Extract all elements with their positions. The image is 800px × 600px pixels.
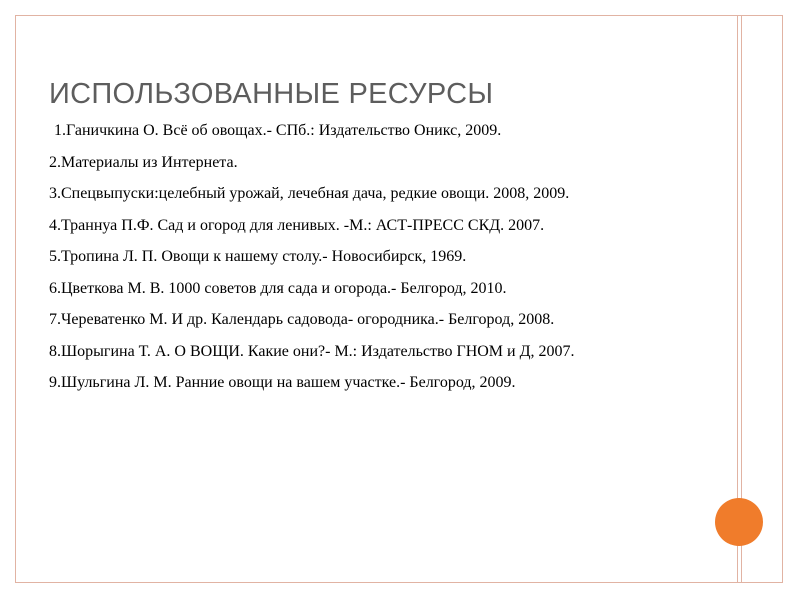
- resource-item: 3.Спецвыпуски:целебный урожай, лечебная дача, редкие овощи. 2008, 2009.: [49, 185, 570, 202]
- resource-item: 2.Материалы из Интернета.: [49, 153, 238, 171]
- resources-list: [49, 118, 575, 402]
- resource-item: 9.Шульгина Л. М. Ранние овощи на вашем участке.- Белгород, 2009.: [49, 374, 516, 391]
- resource-item: 1.Ганичкина О. Всё об овощах.- СПб.: Издательство Оникс, 2009.: [54, 122, 502, 139]
- orange-circle-decoration: [715, 498, 763, 546]
- resource-item: 5.Тропина Л. П. Овощи к нашему столу.- Новосибирск, 1969.: [49, 248, 467, 265]
- resource-item: 8.Шорыгина Т. А. О ВОЩИ. Какие они?- М.: Издательство ГНОМ и Д, 2007.: [49, 342, 575, 360]
- resource-item: 7.Череватенко М. И др. Календарь садовода- огородника.- Белгород, 2008.: [49, 311, 555, 328]
- accent-line-inner: [741, 16, 742, 582]
- slide-title: ИСПОЛЬЗОВАННЫЕ РЕСУРСЫ: [49, 78, 494, 110]
- resource-item: 6.Цветкова М. В. 1000 советов для сада и огорода.- Белгород, 2010.: [49, 279, 507, 297]
- resource-item: 4.Траннуа П.Ф. Сад и огород для ленивых. -М.: АСТ-ПРЕСС СКД. 2007.: [49, 216, 545, 234]
